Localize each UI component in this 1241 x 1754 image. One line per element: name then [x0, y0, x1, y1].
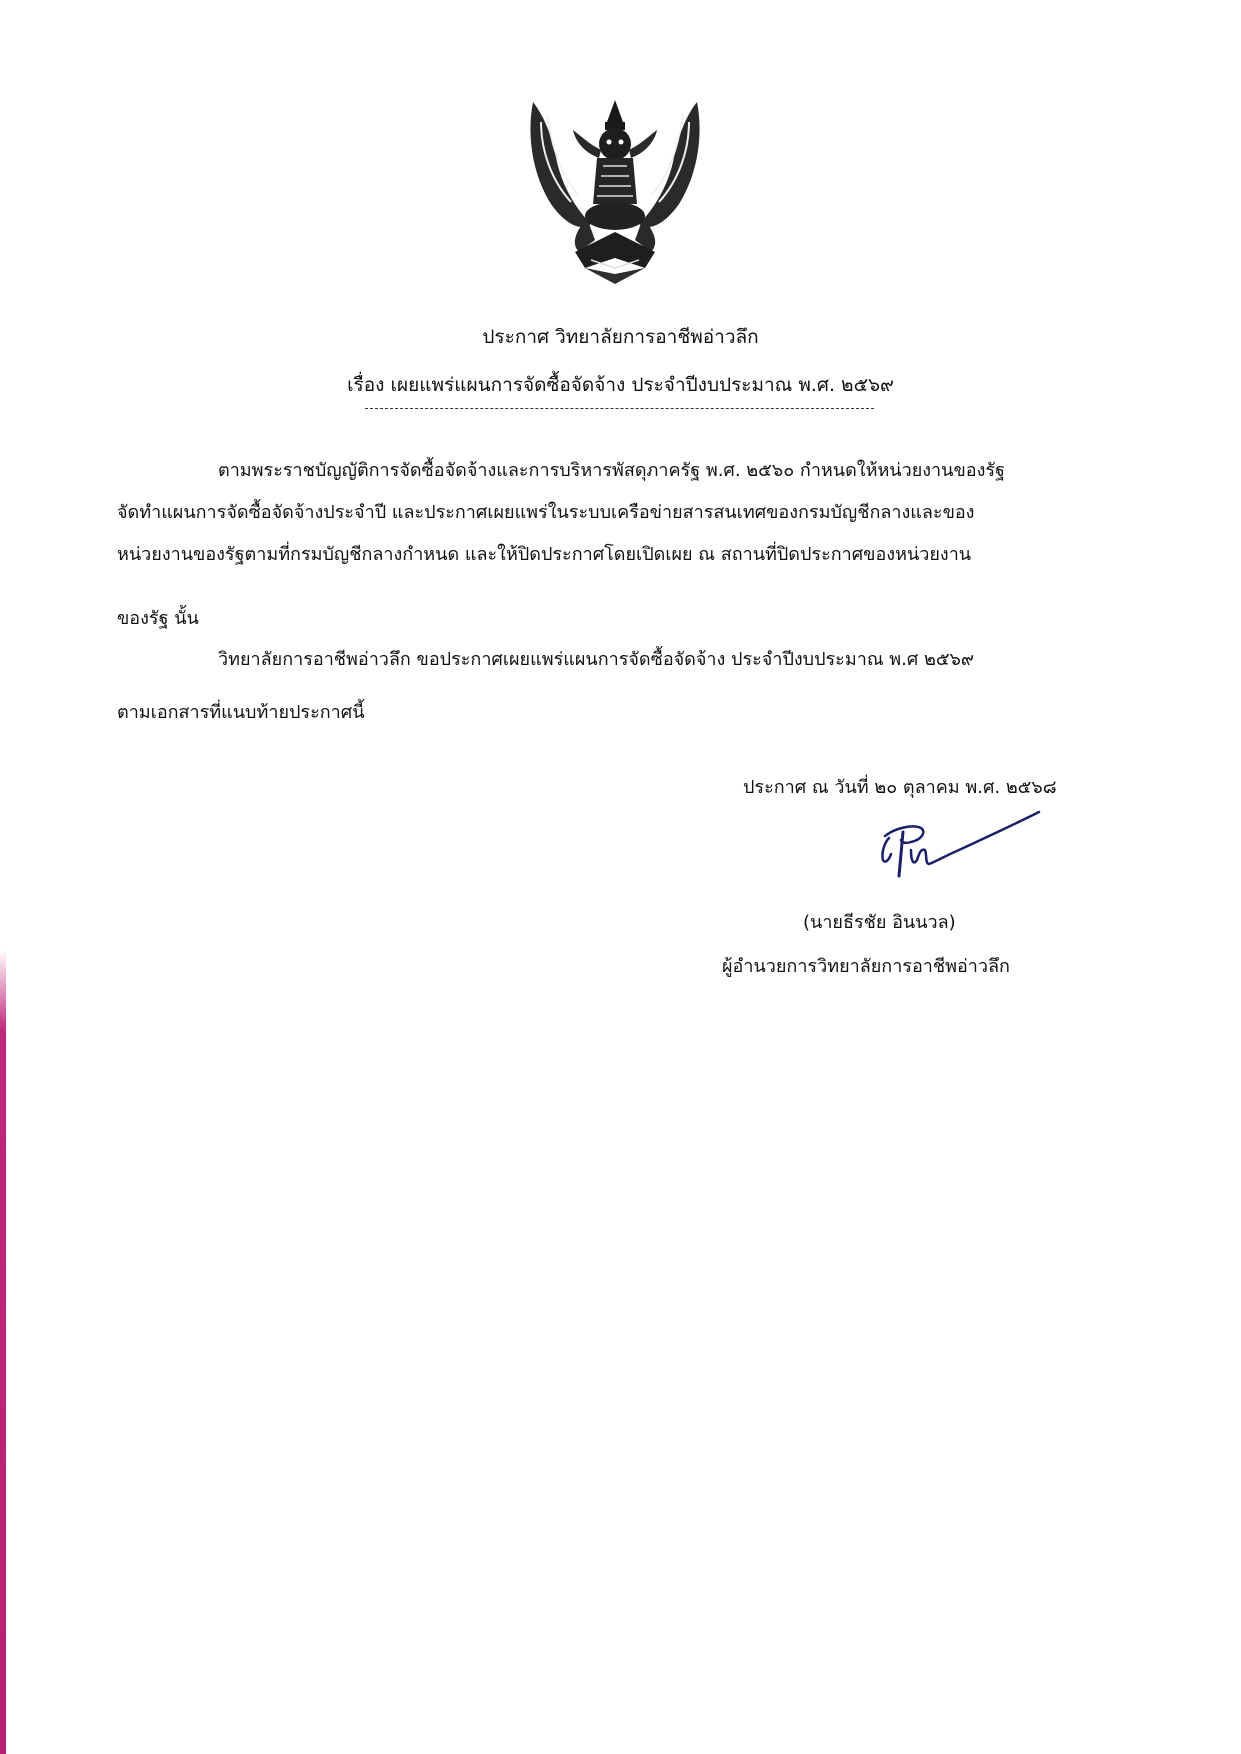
page-edge-stripe — [0, 950, 6, 1754]
paragraph-1-line-2: จัดทำแผนการจัดซื้อจัดจ้างประจำปี และประกาศเผยแพร่ในระบบเครือข่ายสารสนเทศของกรมบัญชีกลางและของ — [117, 502, 975, 523]
announcement-heading: ประกาศ วิทยาลัยการอาชีพอ่าวลึก — [482, 326, 759, 348]
separator-rule — [365, 408, 874, 409]
handwritten-signature-icon — [855, 808, 1055, 888]
paragraph-2-line-1: วิทยาลัยการอาชีพอ่าวลึก ขอประกาศเผยแพร่แผนการจัดซื้อจัดจ้าง ประจำปีงบประมาณ พ.ศ ๒๕๖๙ — [218, 649, 975, 670]
paragraph-2-line-2: ตามเอกสารที่แนบท้ายประกาศนี้ — [117, 702, 365, 723]
paragraph-1-line-3: หน่วยงานของรัฐตามที่กรมบัญชีกลางกำหนด และให้ปิดประกาศโดยเปิดเผย ณ สถานที่ปิดประกาศของหน่วยงาน — [117, 544, 972, 565]
garuda-emblem-icon — [525, 92, 705, 287]
announcement-subject: เรื่อง เผยแพร่แผนการจัดซื้อจัดจ้าง ประจำปีงบประมาณ พ.ศ. ๒๕๖๙ — [347, 374, 894, 396]
signer-name: (นายธีรชัย อินนวล) — [803, 912, 956, 933]
signer-title: ผู้อำนวยการวิทยาลัยการอาชีพอ่าวลึก — [722, 956, 1010, 977]
announcement-date: ประกาศ ณ วันที่ ๒๐ ตุลาคม พ.ศ. ๒๕๖๘ — [743, 777, 1057, 798]
paragraph-1-line-1: ตามพระราชบัญญัติการจัดซื้อจัดจ้างและการบริหารพัสดุภาครัฐ พ.ศ. ๒๕๖๐ กำหนดให้หน่วยงานของรัฐ — [218, 460, 1005, 481]
paragraph-1-line-4: ของรัฐ นั้น — [117, 608, 199, 629]
